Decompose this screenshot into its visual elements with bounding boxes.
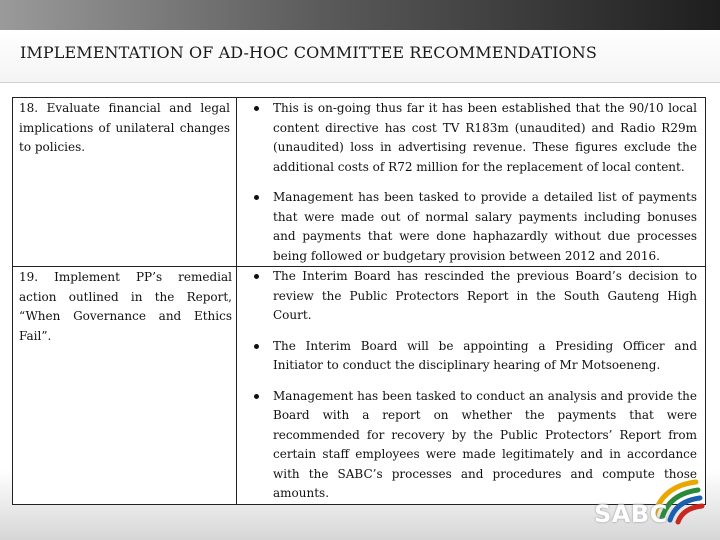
list-item: Management has been tasked to provide a detailed list of payments that were made out of normal salary payments including bonuses and payments that were done haphazardly without due processes being followed or budgetary provision between 2012 and 2016. [237,188,697,266]
recommendation-item [13,98,237,267]
progress-cell [237,267,706,505]
recommendation-item [13,267,237,505]
recommendations-table [12,97,706,505]
sabc-logo-text: SABC [594,500,668,528]
progress-list [237,267,697,504]
list-item: The Interim Board will be appointing a Presiding Officer and Initiator to conduct the disciplinary hearing of Mr Motsoeneng. [237,337,697,376]
list-item: Management has been tasked to conduct an analysis and provide the Board with a report on whether the payments that were recommended for recovery by the Public Protectors’ Report from certain staff employees were made legitimately and in accordance with the SABC’s processes and procedures and compute those amounts. [237,387,697,504]
table-row [13,267,706,505]
progress-cell [237,98,706,267]
bullet-icon [254,106,259,111]
top-dark-bar [0,0,720,30]
recommendation-text: 18. Evaluate financial and legal implications of unilateral changes to policies. [19,101,230,154]
bullet-icon [254,394,259,399]
bullet-icon [254,274,259,279]
slide-title: IMPLEMENTATION OF AD-HOC COMMITTEE RECOMMENDATIONS [20,43,597,62]
list-item: The Interim Board has rescinded the previous Board’s decision to review the Public Protectors Report in the South Gauteng High Court. [237,267,697,326]
progress-list [237,99,697,266]
recommendation-text: 19. Implement PP’s remedial action outlined in the Report, “When Governance and Ethics Fail”. [19,270,232,343]
list-item: This is on-going thus far it has been established that the 90/10 local content directive has cost TV R183m (unaudited) and Radio R29m (unaudited) loss in advertising revenue. These figures exclude the additional costs of R72 million for the replacement of local content. [237,99,697,177]
bullet-icon [254,195,259,200]
table-row [13,98,706,267]
bullet-icon [254,344,259,349]
